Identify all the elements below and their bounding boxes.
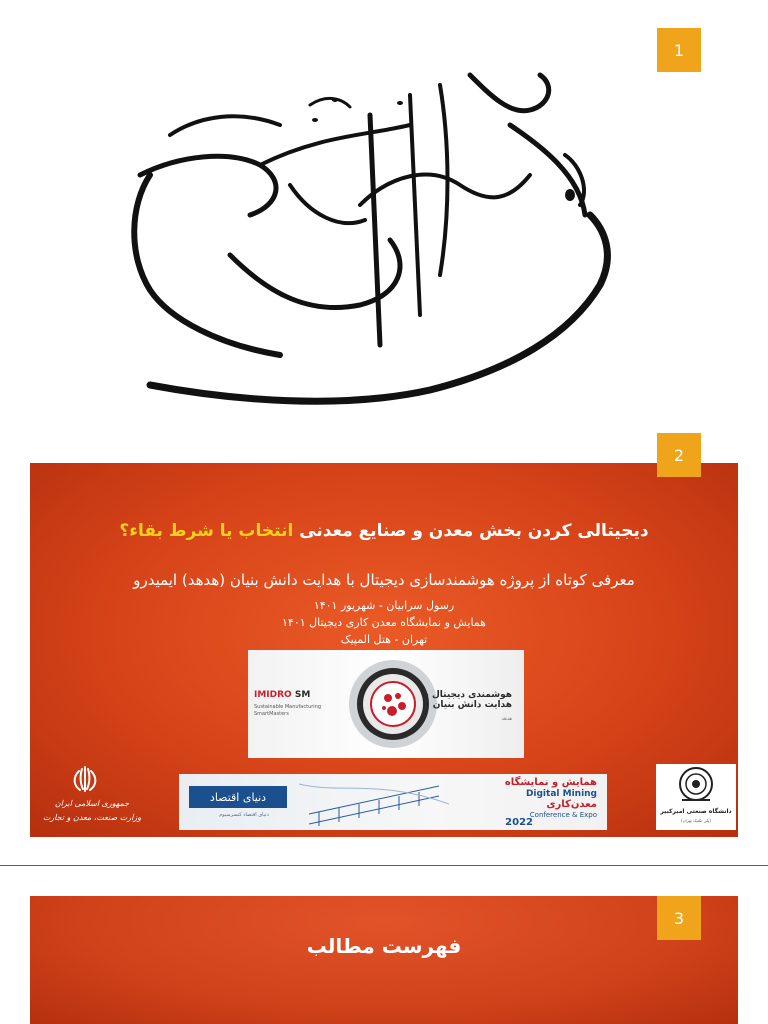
ministry-line-2: وزارت صنعت، معدن و تجارت [42,813,142,822]
slide-title: فهرست مطالب [306,934,462,958]
slide-subtitle: معرفی کوتاه از پروژه هوشمندسازی دیجیتال با هدایت دانش بنیان (هدهد) ایمیدرو [133,571,635,589]
university-sub: (پلی تکنیک تهران) [681,818,711,823]
hodhod-title: هوشمندی دیجیتال با هدایت دانش بنیان [422,690,512,710]
slide-3 [30,896,738,1024]
title-main: دیجیتالی کردن بخش معدن و صنایع معدنی [299,521,649,541]
expo-title-en: Digital Mining [525,789,597,799]
mining-structure-graphic [299,774,449,830]
place-line: تهران - هتل المپیک [340,633,428,646]
brand-sub: Sustainable Manufacturing SmartMasters [254,704,322,717]
slide-number-badge: 3 [657,896,701,940]
imidro-sm-logo [254,690,326,701]
title-highlight: انتخاب یا شرط بقاء؟ [119,521,294,541]
ministry-line-1: جمهوری اسلامی ایران [54,799,130,808]
slide-2 [30,463,738,837]
expo-subtitle-fa: معدن‌کاری [546,799,597,810]
expo-banner [179,774,607,830]
slide-divider [0,865,768,866]
conference-banner [248,650,524,758]
university-emblem-icon [678,766,714,806]
newspaper-sub: دنیای اقتصاد کنسرسیوم [219,812,269,818]
slide-1 [0,0,768,430]
slide-number-badge: 1 [657,28,701,72]
ministry-logo [38,763,150,833]
slide-number-badge: 2 [657,433,701,477]
brand-suffix: SM [294,690,311,700]
university-name: دانشگاه صنعتی امیرکبیر [660,808,732,815]
expo-year: 2022 [505,817,533,828]
author-line: رسول سرابیان - شهریور ۱۴۰۱ [313,599,455,612]
newspaper-logo: دنیای اقتصاد [189,786,287,808]
iran-emblem-icon [70,763,100,795]
university-logo [656,764,736,830]
event-line: همایش و نمایشگاه معدن کاری دیجیتال ۱۴۰۱ [282,616,486,629]
brand-prefix: IMIDRO [254,690,292,700]
hodhod-sub: هدهد [501,716,512,722]
expo-subtitle-en: Conference & Expo [529,811,597,819]
slide-title [30,521,738,541]
expo-title-fa: همایش و نمایشگاه [504,777,597,788]
bismillah-calligraphy [110,55,620,420]
